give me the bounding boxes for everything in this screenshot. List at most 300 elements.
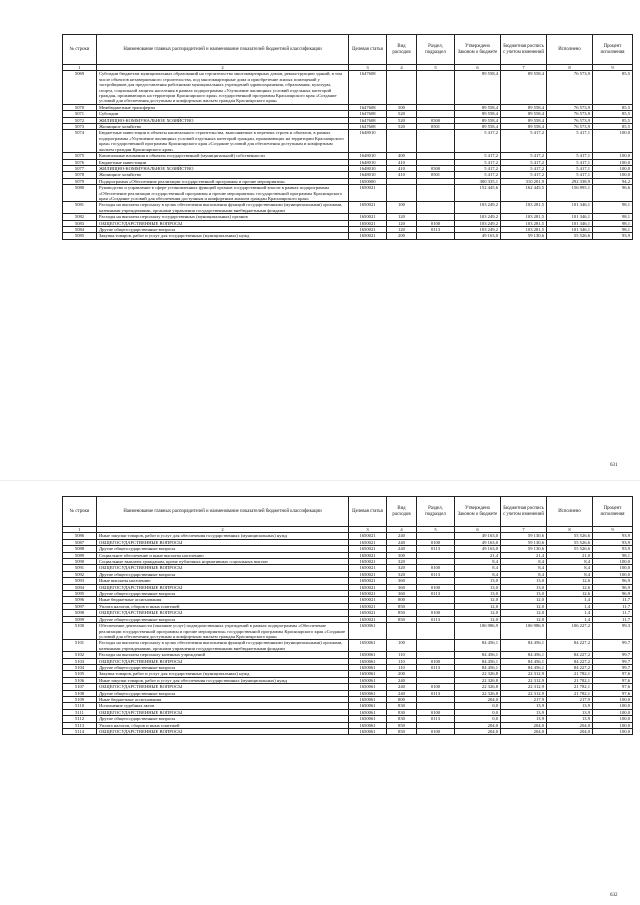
row-name: Другие общегосударственные вопросы — [97, 591, 349, 597]
row-executed: 21,0 — [547, 552, 593, 558]
row-executed: 84 227,2 — [547, 640, 593, 652]
row-schedule: 22 312,9 — [501, 677, 547, 683]
row-schedule: 103 281,5 — [501, 214, 547, 220]
row-section: 0100 — [417, 584, 455, 590]
row-schedule: 59 130,6 — [501, 233, 547, 239]
row-name: Закупка товаров, работ и услуг для государственных (муниципальных) нужд — [97, 671, 349, 677]
row-schedule: 22 312,9 — [501, 690, 547, 696]
row-type: 240 — [387, 533, 417, 539]
row-type: 400 — [387, 153, 417, 159]
row-target: 1650061 — [349, 684, 387, 690]
row-section: 0113 — [417, 571, 455, 577]
row-number: 5075 — [63, 153, 97, 159]
col-number: 5 — [417, 65, 455, 71]
row-executed: 292 338,9 — [547, 178, 593, 184]
row-target: 1650061 — [349, 640, 387, 652]
row-number: 5109 — [63, 696, 97, 702]
row-approved: 204,0 — [455, 729, 501, 735]
row-type: 850 — [387, 610, 417, 616]
row-section — [417, 640, 455, 652]
row-executed: 55 526,6 — [547, 533, 593, 539]
row-target: 1650061 — [349, 716, 387, 722]
col-number: 7 — [501, 527, 547, 533]
row-name: Капитальные вложения в объекты государственной (муниципальной) собственности — [97, 153, 349, 159]
row-type — [387, 130, 417, 153]
row-schedule: 13,9 — [501, 716, 547, 722]
row-percent: 85,5 — [593, 117, 633, 123]
row-type — [387, 71, 417, 104]
row-executed: 156 895,1 — [547, 185, 593, 202]
row-name: Иные бюджетные ассигнования — [97, 597, 349, 603]
row-approved: 21,4 — [455, 552, 501, 558]
row-target: 1650021 — [349, 559, 387, 565]
row-percent: 85,5 — [593, 111, 633, 117]
row-schedule: 204,0 — [501, 722, 547, 728]
row-percent: 94,2 — [593, 178, 633, 184]
row-number: 5093 — [63, 578, 97, 584]
header-executed: Исполнено — [547, 35, 593, 65]
row-percent: 11,7 — [593, 597, 633, 603]
row-schedule: 103 281,5 — [501, 226, 547, 232]
row-percent: 100,0 — [593, 571, 633, 577]
row-schedule: 22 312,9 — [501, 684, 547, 690]
row-executed: 1,4 — [547, 603, 593, 609]
header-name: Наименование главных распорядителей и наименование показателей бюджетной классификации — [97, 35, 349, 65]
row-number: 5079 — [63, 178, 97, 184]
row-number: 5072 — [63, 117, 97, 123]
row-approved: 22 326,8 — [455, 690, 501, 696]
row-number: 5073 — [63, 124, 97, 130]
row-section: 0113 — [417, 546, 455, 552]
row-section: 0100 — [417, 610, 455, 616]
header-percent: Процент исполнения — [593, 35, 633, 65]
row-target: 1650021 — [349, 610, 387, 616]
row-target: 1650021 — [349, 546, 387, 552]
row-type: 110 — [387, 658, 417, 664]
row-target: 1650021 — [349, 214, 387, 220]
row-section — [417, 233, 455, 239]
row-executed: 12,6 — [547, 591, 593, 597]
row-number: 5099 — [63, 616, 97, 622]
col-number: 8 — [547, 527, 593, 533]
row-executed: 84 227,2 — [547, 652, 593, 658]
row-target: 1650021 — [349, 552, 387, 558]
row-type: 320 — [387, 565, 417, 571]
row-target: 1650021 — [349, 220, 387, 226]
row-approved: 13,0 — [455, 584, 501, 590]
row-type: 830 — [387, 709, 417, 715]
row-executed: 101 346,1 — [547, 202, 593, 214]
row-target: 1650061 — [349, 703, 387, 709]
row-percent: 100,0 — [593, 703, 633, 709]
row-name: Социальные выплаты гражданам, кроме публичных нормативных социальных выплат — [97, 559, 349, 565]
row-executed: 5 417,1 — [547, 159, 593, 165]
row-type: 360 — [387, 578, 417, 584]
row-percent: 100,0 — [593, 565, 633, 571]
row-approved: 13,0 — [455, 591, 501, 597]
row-percent: 93,9 — [593, 539, 633, 545]
col-number: 6 — [455, 65, 501, 71]
row-section: 0100 — [417, 729, 455, 735]
row-name: Исполнение судебных актов — [97, 703, 349, 709]
row-target: 1650021 — [349, 533, 387, 539]
row-percent: 11,7 — [593, 616, 633, 622]
row-approved: 204,0 — [455, 722, 501, 728]
row-number: 5096 — [63, 597, 97, 603]
row-type: 100 — [387, 202, 417, 214]
row-schedule: 84 456,1 — [501, 664, 547, 670]
row-name: Иные закупки товаров, работ и услуг для обеспечения государственных (муниципальных) нужд — [97, 677, 349, 683]
row-number: 5076 — [63, 159, 97, 165]
col-number: 1 — [63, 527, 97, 533]
table-row — [63, 202, 633, 214]
row-name: ОБЩЕГОСУДАРСТВЕННЫЕ ВОПРОСЫ — [97, 610, 349, 616]
row-name: ОБЩЕГОСУДАРСТВЕННЫЕ ВОПРОСЫ — [97, 729, 349, 735]
row-number: 5084 — [63, 226, 97, 232]
row-target: 1648010 — [349, 153, 387, 159]
row-type: 830 — [387, 716, 417, 722]
row-name: Расходы на выплаты персоналу в целях обеспечения выполнения функций государственными (муниципальными) органами, казенными учреждениями, органами управления государственными внебюджетными фондами — [97, 640, 349, 652]
header-target: Целевая статья — [349, 497, 387, 527]
col-number: 7 — [501, 65, 547, 71]
row-approved: 49 163,0 — [455, 233, 501, 239]
row-number: 5103 — [63, 658, 97, 664]
row-schedule: 162 445,5 — [501, 185, 547, 202]
row-approved: 13,0 — [455, 578, 501, 584]
row-name: ОБЩЕГОСУДАРСТВЕННЫЕ ВОПРОСЫ — [97, 539, 349, 545]
row-name: Другие общегосударственные вопросы — [97, 664, 349, 670]
header-executed: Исполнено — [547, 497, 593, 527]
header-no: № строки — [63, 35, 97, 65]
row-number: 5095 — [63, 591, 97, 597]
row-schedule: 12,0 — [501, 610, 547, 616]
row-number: 5085 — [63, 233, 97, 239]
row-approved: 5 417,2 — [455, 172, 501, 178]
row-name: Другие общегосударственные вопросы — [97, 716, 349, 722]
row-number: 5100 — [63, 623, 97, 640]
table-row — [63, 623, 633, 640]
row-number: 5087 — [63, 539, 97, 545]
table-row — [63, 71, 633, 104]
col-number: 2 — [97, 527, 349, 533]
row-approved: 0,0 — [455, 703, 501, 709]
row-section — [417, 185, 455, 202]
row-schedule: 59 130,6 — [501, 539, 547, 545]
row-type: 320 — [387, 559, 417, 565]
row-executed: 8,4 — [547, 565, 593, 571]
row-approved: 103 249,2 — [455, 226, 501, 232]
col-number: 3 — [349, 527, 387, 533]
row-target: 1650021 — [349, 591, 387, 597]
row-approved: 49 163,0 — [455, 533, 501, 539]
row-target: 1648010 — [349, 130, 387, 153]
row-percent: 100,0 — [593, 172, 633, 178]
row-approved: 8,4 — [455, 565, 501, 571]
row-percent: 97,6 — [593, 684, 633, 690]
row-name: Расходы на выплаты персоналу в целях обеспечения выполнения функций государственными (муниципальными) органами, казенными учреждениями, органами управления государственными внебюджетными фондами — [97, 202, 349, 214]
row-approved: 22 326,8 — [455, 684, 501, 690]
row-target: 1650021 — [349, 571, 387, 577]
row-target: 1648010 — [349, 172, 387, 178]
row-type: 410 — [387, 172, 417, 178]
row-approved: 22 326,8 — [455, 671, 501, 677]
row-name: Руководство и управление в сфере установленных функций органов государственной власти в рамках подпрограммы «Обеспечение реализации государственной программы и прочие мероприятия» государственной программы Красноярского края «Создание условий для обеспечения доступным и комфортным жильем граждан Красноярского края» — [97, 185, 349, 202]
row-approved: 89 558,4 — [455, 124, 501, 130]
row-executed: 55 526,6 — [547, 539, 593, 545]
row-name: Подпрограмма «Обеспечение реализации государственной программы и прочие мероприятия» — [97, 178, 349, 184]
col-number: 4 — [387, 65, 417, 71]
row-name: Другие общегосударственные вопросы — [97, 690, 349, 696]
row-percent: 100,0 — [593, 559, 633, 565]
row-executed: 12,6 — [547, 578, 593, 584]
row-schedule: 13,0 — [501, 591, 547, 597]
row-approved: 103 249,2 — [455, 202, 501, 214]
row-schedule: 8,4 — [501, 565, 547, 571]
row-executed: 21 782,1 — [547, 671, 593, 677]
row-section: 0113 — [417, 226, 455, 232]
row-schedule: 5 417,2 — [501, 172, 547, 178]
col-number: 9 — [593, 527, 633, 533]
row-type: 120 — [387, 220, 417, 226]
row-number: 5083 — [63, 220, 97, 226]
row-executed: 5 417,1 — [547, 130, 593, 153]
row-executed: 1,4 — [547, 616, 593, 622]
row-target: 1650061 — [349, 709, 387, 715]
row-schedule: 8,4 — [501, 571, 547, 577]
row-number: 5102 — [63, 652, 97, 658]
row-target: 1648010 — [349, 165, 387, 171]
row-type — [387, 185, 417, 202]
row-approved: 103 249,2 — [455, 214, 501, 220]
row-schedule: 13,9 — [501, 703, 547, 709]
row-name: ОБЩЕГОСУДАРСТВЕННЫЕ ВОПРОСЫ — [97, 684, 349, 690]
row-executed: 21 782,1 — [547, 677, 593, 683]
row-name: Другие общегосударственные вопросы — [97, 226, 349, 232]
row-approved: 84 456,1 — [455, 652, 501, 658]
row-approved: 12,0 — [455, 610, 501, 616]
row-executed: 21 782,1 — [547, 690, 593, 696]
row-percent: 96,9 — [593, 591, 633, 597]
row-target: 1650061 — [349, 722, 387, 728]
header-approved: Утверждено Законом о бюджете — [455, 35, 501, 65]
col-number: 2 — [97, 65, 349, 71]
row-percent: 100,0 — [593, 130, 633, 153]
row-name: Субсидии бюджетам муниципальных образований на строительство многоквартирных домов, реконструкцию зданий, в том числе объектов незавершенного строительства, под многоквартирные дома и приобретение жилых помещений у застройщиков для предоставления работникам муниципальных учреждений здравоохранения, образования, культуры, спорта, социальной защиты населения в рамках подпрограммы «Улучшение жилищных условий отдельных категорий граждан, проживающих на территории Красноярского края» государственной программы Красноярского края «Создание условий для обеспечения доступным и комфортным жильем граждан Красноярского края» — [97, 71, 349, 104]
row-number: 5106 — [63, 677, 97, 683]
row-percent: 93,9 — [593, 533, 633, 539]
row-approved: 12,0 — [455, 616, 501, 622]
row-executed: 13,9 — [547, 709, 593, 715]
row-percent: 96,6 — [593, 185, 633, 202]
budget-table — [62, 496, 633, 735]
row-schedule: 84 456,1 — [501, 652, 547, 658]
row-type: 410 — [387, 165, 417, 171]
row-approved: 5 417,2 — [455, 130, 501, 153]
row-number: 5105 — [63, 671, 97, 677]
row-type: 520 — [387, 111, 417, 117]
row-approved: 8,4 — [455, 559, 501, 565]
page-number: 632 — [610, 893, 618, 898]
row-percent: 98,1 — [593, 220, 633, 226]
row-section: 0100 — [417, 684, 455, 690]
row-section: 0113 — [417, 591, 455, 597]
row-name: ОБЩЕГОСУДАРСТВЕННЫЕ ВОПРОСЫ — [97, 565, 349, 571]
col-number: 8 — [547, 65, 593, 71]
row-percent: 100,0 — [593, 716, 633, 722]
col-number: 3 — [349, 65, 387, 71]
row-target: 1650061 — [349, 671, 387, 677]
row-section: 0113 — [417, 716, 455, 722]
row-schedule: 84 456,1 — [501, 658, 547, 664]
row-percent: 97,6 — [593, 677, 633, 683]
row-executed: 76 573,9 — [547, 117, 593, 123]
row-name: Уплата налогов, сборов и иных платежей — [97, 603, 349, 609]
row-type: 200 — [387, 671, 417, 677]
row-executed: 1,4 — [547, 610, 593, 616]
row-name: Иные закупки товаров, работ и услуг для обеспечения государственных (муниципальных) нужд — [97, 533, 349, 539]
row-type: 360 — [387, 584, 417, 590]
row-approved: 49 163,0 — [455, 539, 501, 545]
row-percent: 98,1 — [593, 552, 633, 558]
row-type: 110 — [387, 664, 417, 670]
row-target: 1650061 — [349, 677, 387, 683]
row-number: 5088 — [63, 546, 97, 552]
row-section — [417, 202, 455, 214]
row-section: 0501 — [417, 172, 455, 178]
row-schedule: 5 417,2 — [501, 165, 547, 171]
row-type: 240 — [387, 684, 417, 690]
row-schedule: 5 417,2 — [501, 159, 547, 165]
row-schedule: 22 312,9 — [501, 671, 547, 677]
row-executed: 101 346,1 — [547, 220, 593, 226]
row-type: 850 — [387, 729, 417, 735]
row-target: 1647608 — [349, 111, 387, 117]
row-percent: 100,0 — [593, 159, 633, 165]
row-schedule: 84 456,1 — [501, 640, 547, 652]
row-name: ОБЩЕГОСУДАРСТВЕННЫЕ ВОПРОСЫ — [97, 709, 349, 715]
row-executed: 106 227,2 — [547, 623, 593, 640]
row-schedule: 310 201,9 — [501, 178, 547, 184]
row-approved: 5 417,2 — [455, 159, 501, 165]
row-number: 5070 — [63, 104, 97, 110]
row-executed: 101 346,1 — [547, 214, 593, 220]
header-no: № строки — [63, 497, 97, 527]
page-number: 631 — [610, 463, 618, 468]
row-type: 800 — [387, 597, 417, 603]
row-name: Субсидии — [97, 111, 349, 117]
row-number: 5108 — [63, 690, 97, 696]
row-target: 1650021 — [349, 226, 387, 232]
row-approved: 106 986,9 — [455, 623, 501, 640]
row-percent: 96,9 — [593, 578, 633, 584]
row-target: 1647608 — [349, 124, 387, 130]
row-type: 240 — [387, 677, 417, 683]
row-name: Другие общегосударственные вопросы — [97, 546, 349, 552]
row-number: 5110 — [63, 703, 97, 709]
row-executed: 13,9 — [547, 703, 593, 709]
row-percent: 100,0 — [593, 729, 633, 735]
row-type: 110 — [387, 652, 417, 658]
row-number: 5069 — [63, 71, 97, 104]
budget-table-page-631 — [62, 34, 632, 240]
row-name: Бюджетные инвестиции в объекты капитального строительства, выполняемые в перечень строек и объектов, в рамках подпрограммы «Улучшение жилищных условий отдельных категорий граждан, проживающих на территории Красноярского края» государственной программы Красноярского края «Создание условий для обеспечения доступным и комфортным жильем граждан Красноярского края» — [97, 130, 349, 153]
row-name: ЖИЛИЩНО-КОММУНАЛЬНОЕ ХОЗЯЙСТВО — [97, 117, 349, 123]
row-number: 5071 — [63, 111, 97, 117]
row-number: 5077 — [63, 165, 97, 171]
table-row — [63, 130, 633, 153]
row-type: 240 — [387, 539, 417, 545]
row-percent: 93,9 — [593, 233, 633, 239]
row-name: Жилищное хозяйство — [97, 172, 349, 178]
row-section: 0113 — [417, 690, 455, 696]
header-row — [63, 35, 633, 65]
header-row — [63, 497, 633, 527]
row-type: 100 — [387, 640, 417, 652]
row-executed: 217,9 — [547, 696, 593, 702]
row-name: Другие общегосударственные вопросы — [97, 616, 349, 622]
row-schedule: 103 281,5 — [501, 202, 547, 214]
row-target: 1650021 — [349, 578, 387, 584]
row-schedule: 13,0 — [501, 584, 547, 590]
row-section: 0113 — [417, 664, 455, 670]
header-section: Раздел, подраздел — [417, 497, 455, 527]
row-type: 800 — [387, 696, 417, 702]
header-percent: Процент исполнения — [593, 497, 633, 527]
row-type: 120 — [387, 226, 417, 232]
header-type: Вид расходов — [387, 497, 417, 527]
row-approved: 89 558,4 — [455, 71, 501, 104]
row-target: 1650021 — [349, 597, 387, 603]
row-approved: 84 456,1 — [455, 664, 501, 670]
row-executed: 101 346,1 — [547, 226, 593, 232]
row-name: Социальное обеспечение и иные выплаты населению — [97, 552, 349, 558]
row-approved: 89 558,4 — [455, 117, 501, 123]
row-number: 5078 — [63, 172, 97, 178]
row-approved: 0,0 — [455, 716, 501, 722]
row-approved: 5 417,2 — [455, 165, 501, 171]
row-approved: 300 335,1 — [455, 178, 501, 184]
col-number: 4 — [387, 527, 417, 533]
row-name: Межбюджетные трансферты — [97, 104, 349, 110]
row-schedule: 12,0 — [501, 603, 547, 609]
row-target: 1647608 — [349, 71, 387, 104]
row-number: 5111 — [63, 709, 97, 715]
row-executed: 13,9 — [547, 716, 593, 722]
row-number: 5101 — [63, 640, 97, 652]
budget-table — [62, 34, 633, 240]
row-number: 5114 — [63, 729, 97, 735]
col-number: 1 — [63, 65, 97, 71]
row-percent: 97,6 — [593, 690, 633, 696]
row-percent: 98,1 — [593, 202, 633, 214]
table-row — [63, 185, 633, 202]
row-percent: 85,5 — [593, 71, 633, 104]
row-number: 5107 — [63, 684, 97, 690]
header-schedule: Бюджетная роспись с учетом изменений — [501, 35, 547, 65]
row-section — [417, 130, 455, 153]
row-approved: 22 326,8 — [455, 677, 501, 683]
row-schedule: 12,0 — [501, 616, 547, 622]
row-percent: 11,7 — [593, 610, 633, 616]
row-percent: 96,9 — [593, 584, 633, 590]
row-schedule: 13,0 — [501, 578, 547, 584]
row-schedule: 89 558,4 — [501, 71, 547, 104]
row-approved: 12,0 — [455, 597, 501, 603]
row-schedule: 103 281,5 — [501, 220, 547, 226]
row-type: 850 — [387, 722, 417, 728]
row-name: ЖИЛИЩНО-КОММУНАЛЬНОЕ ХОЗЯЙСТВО — [97, 165, 349, 171]
header-schedule: Бюджетная роспись с учетом изменений — [501, 497, 547, 527]
